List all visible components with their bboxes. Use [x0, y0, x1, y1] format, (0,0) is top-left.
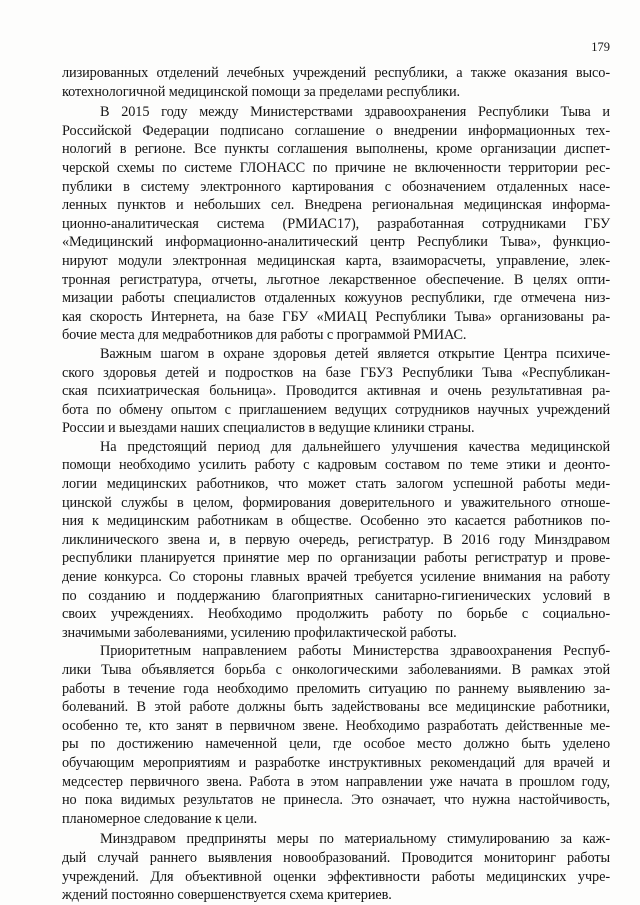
text-line: котехнологичной медицинской помощи за пределами республики. [62, 83, 461, 100]
paragraph [62, 103, 610, 345]
text-line: но пока видимых результатов не принесла. Это означает, что нужна настойчивость, [62, 792, 610, 809]
paragraph [62, 64, 610, 101]
text-line: кая скорость Интернета, на базе ГБУ «МИАЦ Республики Тыва» организованы ра- [62, 308, 610, 325]
text-line: значимыми заболеваниями, усилению профилактической работы. [62, 624, 457, 641]
text-line: работы в течение года необходимо преломить ситуацию по раннему выявлению за- [62, 680, 610, 697]
text-line: лики Тыва объявляется борьба с онкологическими заболеваниями. В рамках этой [62, 662, 610, 678]
text-line: Российской Федерации подписано соглашение о внедрении информационных тех- [62, 122, 610, 139]
text-line: нируют модули электронная медицинская карта, взаиморасчеты, управление, элек- [62, 252, 610, 269]
text-line: цинской службы в целом, формирования доверительного и уважительного отноше- [62, 494, 610, 511]
text-line: болеваний. В этой работе должны быть задействованы все медицинские работники, [62, 699, 610, 716]
text-line: тронная регистратура, отчеты, льготное лекарственное обеспечение. В целях опти- [62, 271, 610, 288]
paragraph [62, 345, 610, 438]
text-line: логии медицинских работников, что может стать залогом успешной работы меди- [62, 476, 610, 493]
text-line: В 2015 году между Министерствами здравоохранения Республики Тыва и [100, 104, 610, 121]
paragraph [62, 642, 610, 828]
text-line: республики планируется принятие мер по организации работы регистратур и прове- [62, 550, 610, 567]
page-number: 179 [591, 40, 610, 54]
text-line: учреждений. Для объективной оценки эффективности работы медицинских учре- [62, 868, 610, 885]
text-line: особенно те, кто занят в первичном звене. Необходимо разработать действенные ме- [62, 717, 610, 734]
text-line: лизированных отделений лечебных учреждений республики, а также оказания высо- [62, 65, 610, 81]
text-line: бочие места для медработников для работы с программой РМИАС. [62, 327, 467, 344]
text-line: ры по достижению намеченной цели, где особое место должно быть уделено [62, 736, 610, 753]
text-line: мизации работы специалистов отдаленных кожуунов республики, где отмечена низ- [62, 290, 610, 307]
text-line: медсестер первичного звена. Работа в этом направлении уже начата в прошлом году, [62, 773, 610, 790]
text-line: планомерное следование к цели. [62, 810, 258, 827]
text-line: Важным шагом в охране здоровья детей является открытие Центра психиче- [100, 345, 610, 362]
text-line: нологий в регионе. Все пункты соглашения выполнены, кроме организации диспет- [62, 141, 610, 158]
text-line: России и выездами наших специалистов в ведущие клиники страны. [62, 420, 475, 437]
text-line: черской схемы по системе ГЛОНАСС по причине не включенности территории рес- [62, 159, 610, 176]
body-text [62, 64, 610, 905]
text-line: обучающим мероприятиям и разработке инструктивных рекомендаций для врачей и [62, 754, 610, 771]
text-line: публики в систему электронного картирования с обозначением отдаленных насе- [62, 178, 610, 195]
text-line: бота по обмену опытом с приглашением ведущих сотрудников научных учреждений [62, 401, 610, 418]
text-line: по созданию и поддержанию благоприятных санитарно-гигиенических условий в [62, 587, 610, 604]
text-line: «Медицинский информационно-аналитический центр Республики Тыва», функцио- [62, 234, 610, 251]
paragraph [62, 438, 610, 643]
text-line: дение конкурса. Со стороны главных врачей требуется усиление внимания на работу [62, 569, 610, 586]
text-line: ния к медицинским работникам в обществе. Особенно это касается работников по- [62, 513, 610, 530]
text-line: дый случай раннего выявления новообразований. Проводится мониторинг работы [62, 849, 610, 866]
text-line: ская психиатрическая больница». Проводится активная и очень результативная ра- [62, 383, 610, 400]
text-line: Минздравом предприняты меры по материальному стимулированию за каж- [100, 831, 610, 848]
text-line: На предстоящий период для дальнейшего улучшения качества медицинской [100, 438, 610, 455]
paragraph [62, 830, 610, 904]
text-line: ликлинического звена и, в первую очередь, регистратур. В 2016 году Минздравом [62, 531, 610, 548]
text-line: ленных пунктов и небольших сел. Внедрена региональная медицинская информа- [62, 197, 610, 214]
text-line: ционно-аналитическая система (РМИАС17), разработанная сотрудниками ГБУ [62, 215, 610, 232]
text-line: помощи необходимо усилить работу с кадровым составом по теме этики и деонто- [62, 457, 610, 474]
text-line: ждений постоянно совершенствуется схема критериев. [62, 887, 392, 904]
text-line: Приоритетным направлением работы Министерства здравоохранения Респуб- [100, 643, 610, 660]
text-line: ского здоровья детей и подростков на базе ГБУЗ Республики Тыва «Республикан- [62, 364, 610, 381]
text-line: своих учреждениях. Необходимо продолжить работу по борьбе с социально- [62, 606, 610, 623]
